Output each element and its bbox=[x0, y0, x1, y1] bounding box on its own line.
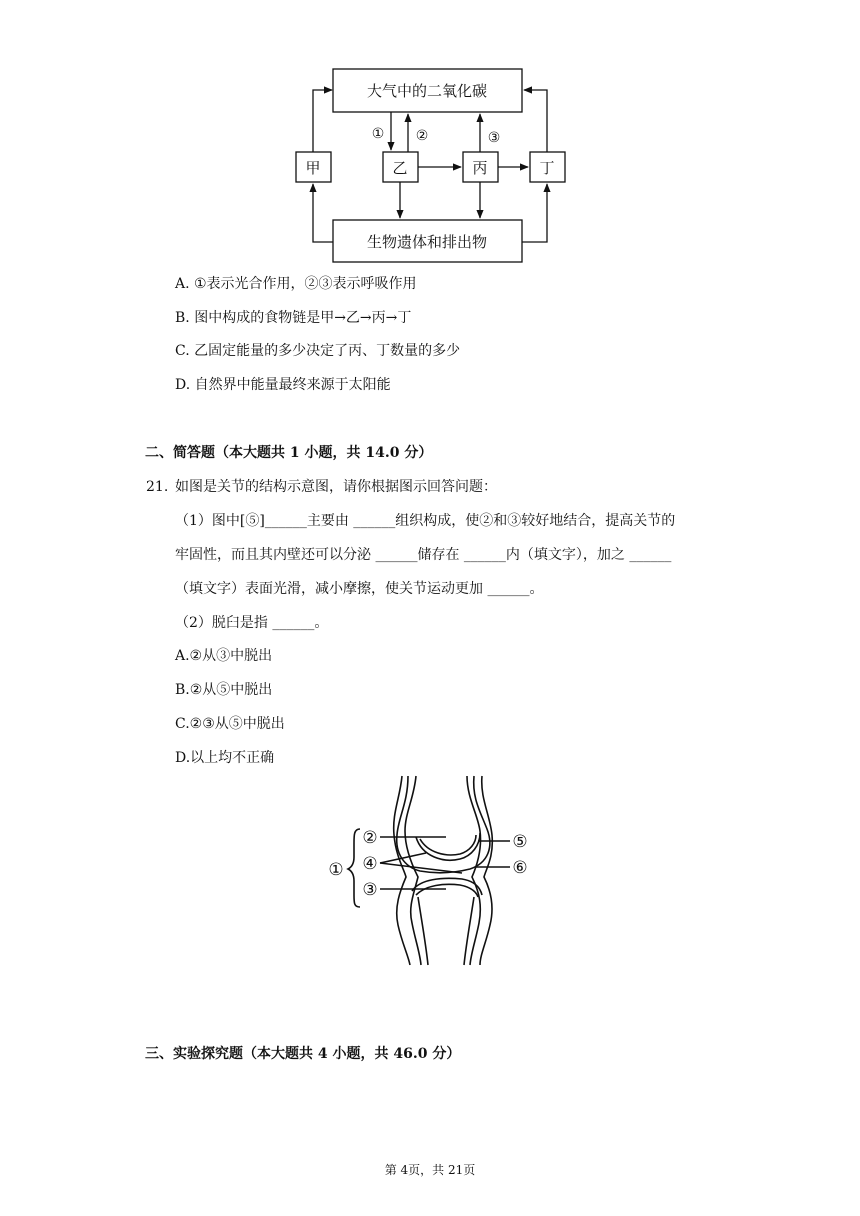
section-2-heading: 二、简答题（本大题共 1 小题，共 14.0 分） bbox=[145, 445, 433, 461]
joint-label-3: ③ bbox=[362, 880, 378, 900]
lower-cartilage-inner bbox=[416, 884, 478, 897]
joint-label-2: ② bbox=[362, 828, 378, 848]
q20-option-a: A. ①表示光合作用，②③表示呼吸作用 bbox=[175, 276, 417, 292]
marker-3: ③ bbox=[487, 130, 501, 146]
node-yi-label: 乙 bbox=[392, 159, 408, 177]
q21-part2: （2）脱臼是指 ______。 bbox=[175, 615, 329, 631]
marker-2: ② bbox=[415, 128, 429, 144]
marker-1: ① bbox=[371, 126, 385, 142]
node-jia-label: 甲 bbox=[305, 159, 321, 177]
q21-part1-line3: （填文字）表面光滑，减小摩擦，使关节运动更加 ______。 bbox=[175, 581, 544, 597]
arrow-ding-to-atmosphere bbox=[524, 90, 547, 152]
atmosphere-co2-label: 大气中的二氧化碳 bbox=[366, 82, 488, 100]
node-bing-label: 丙 bbox=[472, 159, 488, 177]
q20-option-d: D. 自然界中能量最终来源于太阳能 bbox=[175, 377, 391, 393]
outer-left-contour bbox=[394, 776, 410, 965]
joint-label-4: ④ bbox=[362, 854, 378, 874]
lower-bone-outline bbox=[418, 897, 474, 965]
leader-4a bbox=[380, 853, 426, 863]
node-ding-label: 丁 bbox=[539, 159, 555, 177]
upper-cartilage-inner bbox=[420, 835, 476, 855]
q21-option-b: B.②从⑤中脱出 bbox=[175, 682, 273, 698]
q21-part1-line2: 牢固性，而且其内壁还可以分泌 ______储存在 ______内（填文字），加之 ______ bbox=[175, 547, 672, 563]
joint-label-1: ① bbox=[328, 860, 344, 880]
q21-number: 21. bbox=[146, 479, 169, 495]
page-footer: 第 4页，共 21页 bbox=[384, 1163, 476, 1177]
q20-option-b: B. 图中构成的食物链是甲→乙→丙→丁 bbox=[175, 310, 412, 326]
remains-label: 生物遗体和排出物 bbox=[366, 233, 488, 251]
joint-capsule-right bbox=[467, 776, 481, 965]
arrow-remains-to-ding bbox=[522, 184, 547, 242]
q21-option-c: C.②③从⑤中脱出 bbox=[175, 716, 285, 732]
joint-label-6: ⑥ bbox=[512, 858, 528, 878]
carbon-cycle-diagram bbox=[290, 62, 580, 268]
brace-1 bbox=[348, 829, 360, 907]
joint-diagram bbox=[322, 773, 538, 969]
q21-option-d: D.以上均不正确 bbox=[175, 750, 275, 766]
arrow-jia-to-atmosphere bbox=[313, 90, 332, 152]
lower-articular-surface bbox=[412, 878, 482, 895]
joint-label-5: ⑤ bbox=[512, 832, 528, 852]
q20-option-c: C. 乙固定能量的多少决定了丙、丁数量的多少 bbox=[175, 343, 461, 359]
q21-stem: 如图是关节的结构示意图，请你根据图示回答问题： bbox=[175, 479, 497, 495]
q21-option-a: A.②从③中脱出 bbox=[175, 648, 273, 664]
outer-right-contour bbox=[480, 776, 492, 965]
q21-part1-line1: （1）图中[⑤]______主要由 ______组织构成，使②和③较好地结合，提高关节的 bbox=[175, 513, 676, 529]
arrow-remains-to-jia bbox=[313, 184, 333, 242]
section-3-heading: 三、实验探究题（本大题共 4 小题，共 46.0 分） bbox=[145, 1046, 461, 1062]
